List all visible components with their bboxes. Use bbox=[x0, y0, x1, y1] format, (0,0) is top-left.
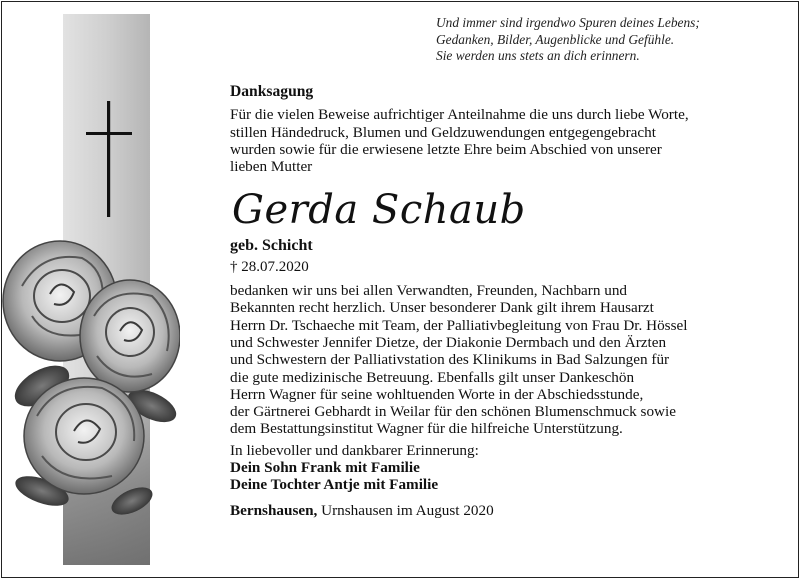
thanks-line: Herrn Wagner für seine wohltuenden Worte in der Abschiedsstunde, bbox=[230, 385, 644, 403]
quote-line: Gedanken, Bilder, Augenblicke und Gefühle. bbox=[436, 31, 675, 47]
thanks-line: der Gärtnerei Gebhardt in Weilar für den schönen Blumenschmuck sowie bbox=[230, 403, 676, 421]
death-date: † 28.07.2020 bbox=[230, 258, 309, 275]
maiden-name: geb. Schicht bbox=[230, 237, 313, 255]
thanks-line: dem Bestattungsinstitut Wagner für die hilfreiche Unterstützung. bbox=[230, 420, 623, 438]
rose-right bbox=[80, 280, 180, 392]
quote-line: Sie werden uns stets an dich erinnern. bbox=[436, 48, 640, 63]
intro-line: stillen Händedruck, Blumen und Geldzuwendungen entgegengebracht bbox=[230, 123, 656, 141]
signatory: Deine Tochter Antje mit Familie bbox=[230, 476, 439, 494]
cross-icon bbox=[86, 101, 132, 217]
rose-bottom bbox=[24, 378, 144, 494]
thanks-text bbox=[230, 282, 790, 438]
thanks-line: und Schwester Jennifer Dietze, der Diakonie Dermbach und den Ärzten bbox=[230, 333, 667, 351]
notice-body bbox=[230, 83, 790, 519]
place-town: Bernshausen, bbox=[230, 501, 318, 519]
thanks-line: Herrn Dr. Tschaeche mit Team, der Palliativbegleitung von Frau Dr. Hössel bbox=[230, 316, 688, 334]
quote-line: Und immer sind irgendwo Spuren deines Lebens; bbox=[436, 15, 700, 30]
thanks-line: bedanken wir uns bei allen Verwandten, Freunden, Nachbarn und bbox=[230, 282, 628, 300]
thanks-line: und Schwestern der Palliativstation des Klinikums in Bad Salzungen für bbox=[230, 351, 670, 369]
place-date bbox=[230, 502, 790, 519]
thanks-line: Bekannten recht herzlich. Unser besonderer Dank gilt ihrem Hausarzt bbox=[230, 299, 654, 317]
intro-line: wurden sowie für die erwiesene letzte Ehre beim Abschied von unserer bbox=[230, 140, 662, 158]
thanks-line: die gute medizinische Betreuung. Ebenfalls gilt unser Dankeschön bbox=[230, 368, 635, 386]
roses-image bbox=[2, 236, 180, 526]
closing-line: In liebevoller und dankbarer Erinnerung: bbox=[230, 441, 479, 459]
signatory: Dein Sohn Frank mit Familie bbox=[230, 459, 420, 477]
deceased-name: Gerda Schaub bbox=[232, 187, 526, 234]
intro-text bbox=[230, 106, 790, 175]
intro-line: Für die vielen Beweise aufrichtiger Anteilnahme die uns durch liebe Worte, bbox=[230, 106, 689, 124]
intro-line: lieben Mutter bbox=[230, 158, 313, 176]
heading: Danksagung bbox=[230, 83, 314, 100]
place-rest: Urnshausen im August 2020 bbox=[317, 501, 494, 519]
memorial-quote bbox=[436, 15, 786, 65]
